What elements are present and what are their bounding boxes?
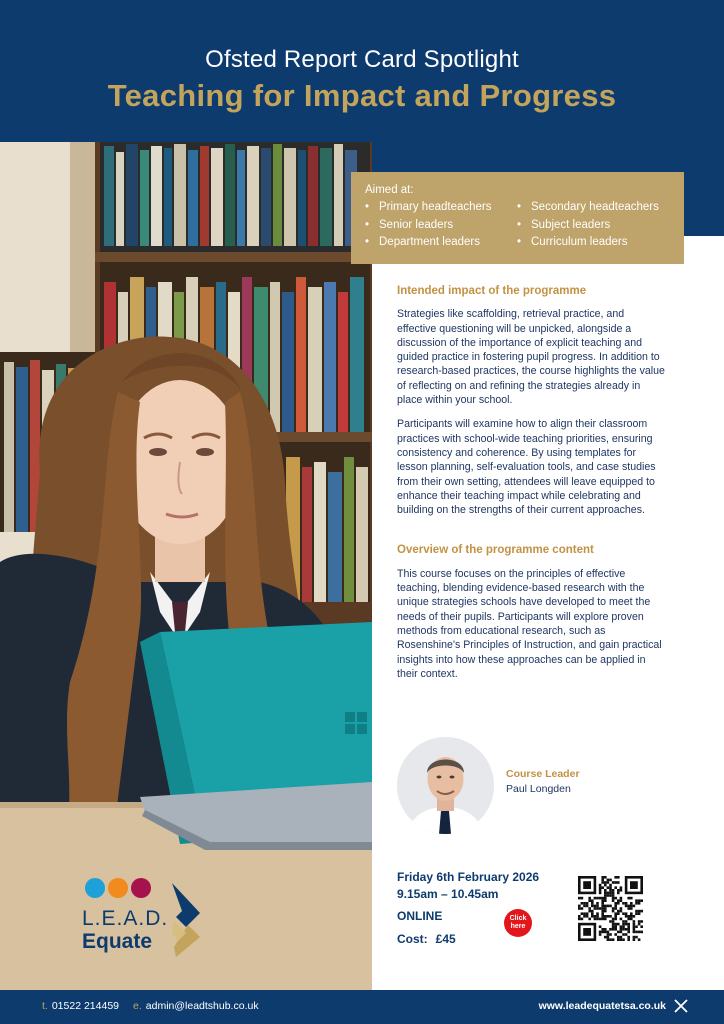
- overview-heading: Overview of the programme content: [397, 544, 594, 557]
- audience-column-right: [517, 199, 669, 252]
- logo-chevron-icon: [168, 881, 204, 957]
- click-label-line1: Click: [509, 915, 527, 922]
- click-here-button[interactable]: [504, 909, 532, 937]
- audience-box: [351, 172, 684, 264]
- hero-photo: [0, 142, 372, 990]
- course-leader-role: Course Leader: [506, 768, 580, 780]
- header-banner: [0, 0, 724, 142]
- phone-number[interactable]: 01522 214459: [51, 1000, 119, 1012]
- email-address[interactable]: admin@leadtshub.co.uk: [145, 1000, 259, 1012]
- page-supertitle: Ofsted Report Card Spotlight: [205, 46, 519, 73]
- phone-key: t.: [42, 1000, 48, 1012]
- footer-contact: [42, 1000, 259, 1012]
- event-mode: ONLINE: [397, 909, 443, 923]
- event-date: Friday 6th February 2026: [397, 870, 540, 884]
- audience-column-left: [365, 199, 517, 252]
- footer-bar: [0, 990, 724, 1024]
- lead-equate-logo: [82, 875, 212, 960]
- logo-text-line1: L.E.A.D.: [82, 907, 169, 930]
- cost-value: £45: [435, 931, 456, 946]
- audience-item: • Subject leaders: [517, 217, 669, 235]
- audience-item: • Curriculum leaders: [517, 234, 669, 252]
- impact-heading: Intended impact of the programme: [397, 285, 587, 297]
- logo-dots-icon: [84, 877, 154, 899]
- cost-label: Cost:: [397, 931, 428, 946]
- x-social-icon[interactable]: [674, 999, 688, 1013]
- logo-text-line2: Equate: [82, 930, 153, 953]
- course-leader-name: Paul Longden: [506, 783, 571, 795]
- audience-heading: Aimed at:: [365, 184, 414, 196]
- course-leader-photo: [397, 737, 494, 834]
- impact-paragraph-1: Strategies like scaffolding, retrieval practice, and effective questioning will be unpicked, alongside a discussion of the importance of explicit teaching and guided practice in fostering pupil progress. In addition to research-based practices, the course highlights the value of reflecting on and refining the strategies already in place within your school.: [397, 308, 665, 407]
- email-key: e.: [133, 1000, 142, 1012]
- website-link[interactable]: www.leadequatetsa.co.uk: [538, 1000, 666, 1012]
- audience-item: • Department leaders: [365, 234, 517, 252]
- audience-item: • Secondary headteachers: [517, 199, 669, 217]
- overview-paragraph: This course focuses on the principles of effective teaching, blending evidence-based research with the unique strategies schools have developed to meet the needs of their pupils. Participants will explore proven methods from educational research, such as Rosenshine's Principles of Instruction, and gain practical insights into how these approaches can be applied in their context.: [397, 567, 662, 680]
- qr-code[interactable]: [578, 876, 643, 941]
- impact-paragraph-2: Participants will examine how to align their classroom practices with school-wide teaching priorities, ensuring consistency and coherence. By using templates for lesson planning, self-evaluation tools, and case studies from their own setting, attendees will leave equipped to enhance their teaching impact while celebrating and building on the strengths of their current approaches.: [397, 418, 656, 517]
- event-time: 9.15am – 10.45am: [397, 886, 499, 901]
- main-content: [397, 284, 665, 691]
- audience-item: • Senior leaders: [365, 217, 517, 235]
- audience-item: • Primary headteachers: [365, 199, 517, 217]
- page-title: Teaching for Impact and Progress: [107, 78, 617, 113]
- click-label-line2: here: [510, 923, 526, 930]
